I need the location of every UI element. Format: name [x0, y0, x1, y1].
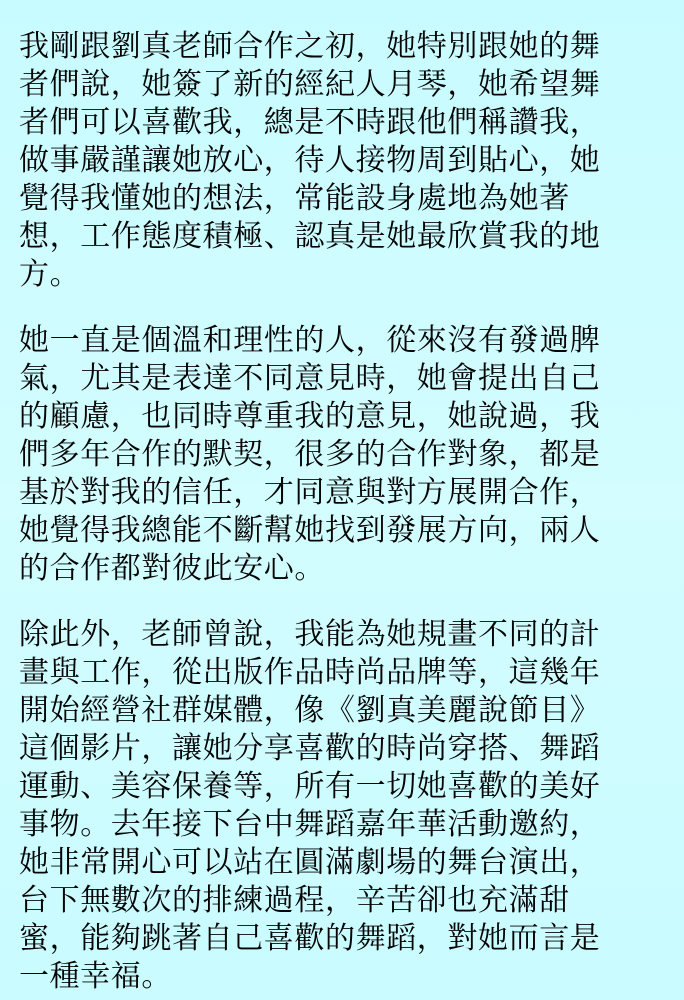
text-line: 做事嚴謹讓她放心，待人接物周到貼心，她 [19, 143, 601, 178]
text-line: 開始經營社群媒體，像《劉真美麗說節目》 [19, 693, 601, 728]
text-line: 這個影片，讓她分享喜歡的時尚穿搭、舞蹈 [19, 731, 601, 766]
text-line: 她一直是個溫和理性的人，從來沒有發過脾 [19, 323, 601, 358]
text-line: 的顧慮，也同時尊重我的意見，她說過，我 [19, 399, 601, 434]
text-line: 者們可以喜歡我，總是不時跟他們稱讚我， [19, 105, 601, 140]
text-line: 想，工作態度積極、認真是她最欣賞我的地 [19, 219, 601, 254]
text-line: 我剛跟劉真老師合作之初，她特別跟她的舞 [19, 29, 601, 64]
text-line: 除此外，老師曾說，我能為她規畫不同的計 [19, 617, 601, 652]
text-line: 基於對我的信任，才同意與對方展開合作， [19, 475, 601, 510]
text-line: 的合作都對彼此安心。 [19, 551, 325, 586]
text-line: 她非常開心可以站在圓滿劇場的舞台演出， [19, 845, 601, 880]
text-line: 一種幸福。 [19, 959, 172, 994]
text-line: 她覺得我總能不斷幫她找到發展方向，兩人 [19, 513, 601, 548]
text-line: 事物。去年接下台中舞蹈嘉年華活動邀約， [19, 807, 601, 842]
text-line: 方。 [19, 257, 81, 292]
text-line: 台下無數次的排練過程，辛苦卻也充滿甜 [19, 883, 570, 918]
text-line: 者們說，她簽了新的經紀人月琴，她希望舞 [19, 67, 601, 102]
text-line: 氣，尤其是表達不同意見時，她會提出自己 [19, 361, 601, 396]
text-line: 運動、美容保養等，所有一切她喜歡的美好 [19, 769, 601, 804]
text-line: 覺得我懂她的想法，常能設身處地為她著 [19, 181, 570, 216]
text-line: 蜜，能夠跳著自己喜歡的舞蹈，對她而言是 [19, 921, 601, 956]
text-line: 們多年合作的默契，很多的合作對象，都是 [19, 437, 601, 472]
text-line: 畫與工作，從出版作品時尚品牌等，這幾年 [19, 655, 601, 690]
